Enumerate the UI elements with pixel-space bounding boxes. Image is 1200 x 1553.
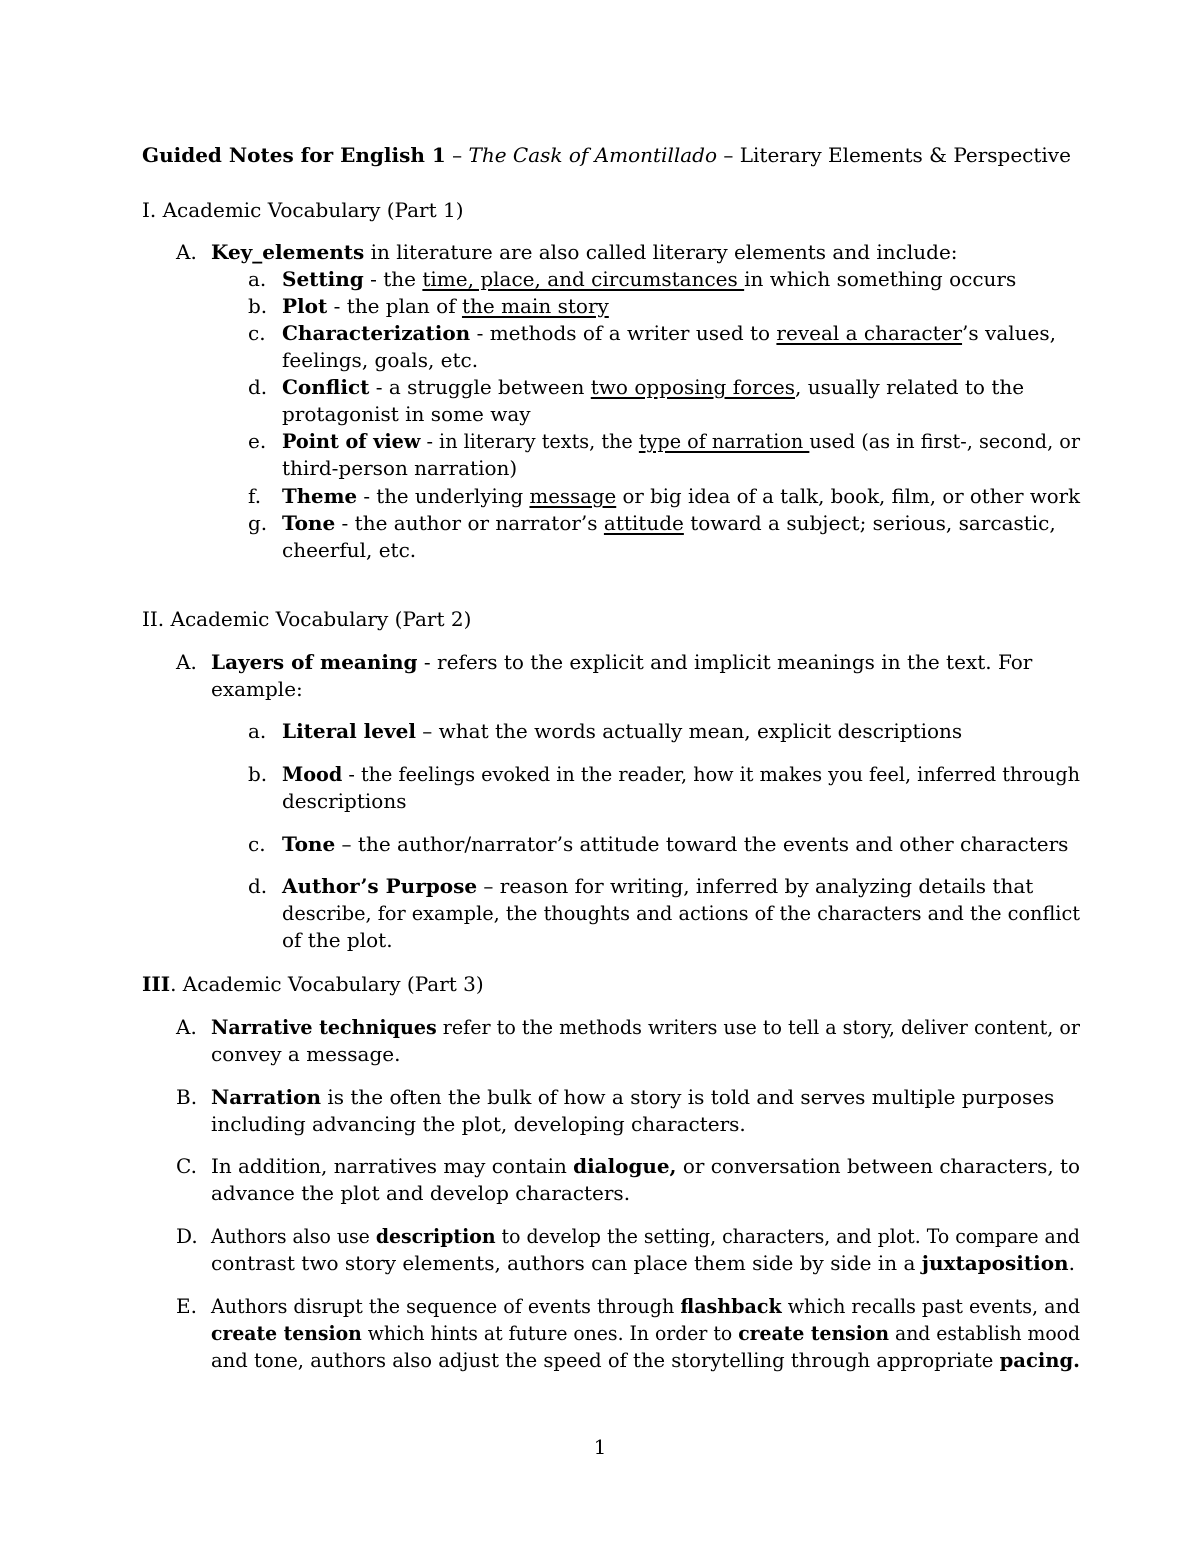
- list-label: B.: [176, 1085, 198, 1109]
- definition: , usually related to the: [795, 375, 1025, 399]
- underlined-text: two opposing forces: [590, 375, 796, 399]
- list-label: A.: [176, 1015, 197, 1039]
- definition: refer to the methods writers use to tell a story, deliver content, or: [436, 1015, 1081, 1039]
- definition: - the plan of: [327, 294, 462, 318]
- list-item-continuation: describe, for example, the thoughts and actions of the characters and the conflict: [282, 901, 1080, 925]
- definition: In addition, narratives may contain: [211, 1154, 574, 1178]
- term: Setting: [282, 267, 364, 291]
- term: Plot: [282, 294, 328, 318]
- list-item-continuation: cheerful, etc.: [282, 538, 417, 562]
- title-bold: Guided Notes for English 1: [142, 143, 446, 167]
- list-item-plot: [282, 293, 609, 320]
- list-item-conflict: [282, 374, 1024, 401]
- list-item-continuation: advance the plot and develop characters.: [211, 1181, 631, 1205]
- term: dialogue,: [573, 1154, 677, 1178]
- definition: to develop the setting, characters, and plot. To compare and: [495, 1224, 1080, 1248]
- list-label: A.: [176, 650, 197, 674]
- title-dash: –: [445, 143, 469, 167]
- definition: and tone, authors also adjust the speed of the storytelling through appropriate: [211, 1348, 1000, 1372]
- list-item-dialogue: [211, 1153, 1080, 1180]
- list-label: a.: [248, 267, 267, 291]
- list-item-flashback: [211, 1293, 1080, 1320]
- title-italic: The Cask of Amontillado: [468, 143, 718, 167]
- definition: - refers to the explicit and implicit meanings in the text. For: [417, 650, 1033, 674]
- list-label: b.: [248, 294, 268, 318]
- list-item-theme: [282, 483, 1080, 510]
- definition: contrast two story elements, authors can place them side by side in a: [211, 1251, 922, 1275]
- term: Author’s Purpose: [282, 874, 478, 898]
- heading-numeral: III: [142, 972, 171, 996]
- list-label: E.: [176, 1294, 197, 1318]
- list-item-continuation: [211, 1250, 1075, 1277]
- term: Layers of meaning: [211, 650, 418, 674]
- term: Tone: [282, 511, 336, 535]
- term: flashback: [680, 1294, 782, 1318]
- definition: in which something occurs: [744, 267, 1017, 291]
- term: Characterization: [282, 321, 471, 345]
- underlined-text: reveal a character: [776, 321, 963, 345]
- section-2-heading: II. Academic Vocabulary (Part 2): [142, 607, 472, 631]
- list-item-key-elements: [211, 239, 958, 266]
- term: Narration: [211, 1085, 321, 1109]
- definition: - a struggle between: [369, 375, 591, 399]
- definition: or big idea of a talk, book, film, or other work: [616, 484, 1081, 508]
- term: Point of view: [282, 429, 421, 453]
- list-label: d.: [248, 375, 268, 399]
- definition: - methods of a writer used to: [470, 321, 777, 345]
- definition: – the author/narrator’s attitude toward the events and other characters: [335, 832, 1069, 856]
- list-label: d.: [248, 874, 268, 898]
- list-item-point-of-view: [282, 428, 1080, 455]
- definition: - the: [363, 267, 423, 291]
- list-label: e.: [248, 429, 267, 453]
- list-item-continuation: protagonist in some way: [282, 402, 531, 426]
- term: Theme: [282, 484, 358, 508]
- list-label: A.: [176, 240, 197, 264]
- list-label: D.: [176, 1224, 198, 1248]
- list-item-continuation: [211, 1347, 1080, 1374]
- underlined-text: attitude: [603, 511, 684, 535]
- list-item-continuation: [211, 1320, 1080, 1347]
- list-item-continuation: third-person narration): [282, 456, 518, 480]
- term: Key_elements: [211, 240, 365, 264]
- list-label: C.: [176, 1154, 197, 1178]
- term: create tension: [738, 1321, 890, 1345]
- list-item-continuation: example:: [211, 677, 303, 701]
- list-item-literal-level: [282, 718, 962, 745]
- list-label: b.: [248, 762, 268, 786]
- definition: or conversation between characters, to: [676, 1154, 1081, 1178]
- page-title: [142, 142, 1071, 169]
- definition: Authors also use: [211, 1224, 376, 1248]
- definition: used (as in first-, second, or: [809, 429, 1081, 453]
- title-rest: Literary Elements & Perspective: [739, 143, 1071, 167]
- term: description: [375, 1224, 496, 1248]
- list-item-tone: [282, 831, 1068, 858]
- page-number: 1: [593, 1435, 607, 1459]
- list-item-continuation: including advancing the plot, developing characters.: [211, 1112, 746, 1136]
- definition: - in literary texts, the: [420, 429, 639, 453]
- term: pacing.: [999, 1348, 1080, 1372]
- title-dash: –: [717, 143, 740, 167]
- term: Conflict: [282, 375, 370, 399]
- definition: ’s values,: [962, 321, 1056, 345]
- list-item-narration: [211, 1084, 1054, 1111]
- list-item-continuation: descriptions: [282, 789, 407, 813]
- list-label: f.: [248, 484, 262, 508]
- underlined-text: the main story: [461, 294, 609, 318]
- list-item-mood: [282, 761, 1080, 788]
- definition: is the often the bulk of how a story is told and serves multiple purposes: [321, 1085, 1055, 1109]
- definition: which hints at future ones. In order to: [361, 1321, 739, 1345]
- definition: and establish mood: [889, 1321, 1081, 1345]
- definition: – what the words actually mean, explicit descriptions: [415, 719, 963, 743]
- term: create tension: [211, 1321, 362, 1345]
- list-label: c.: [248, 832, 266, 856]
- definition: - the feelings evoked in the reader, how it makes you feel, inferred through: [342, 762, 1081, 786]
- underlined-text: time, place, and circumstances: [422, 267, 745, 291]
- list-item-continuation: of the plot.: [282, 928, 393, 952]
- list-label: g.: [248, 511, 268, 535]
- term: juxtaposition: [921, 1251, 1069, 1275]
- definition: – reason for writing, inferred by analyzing details that: [477, 874, 1034, 898]
- list-label: a.: [248, 719, 267, 743]
- list-item-continuation: feelings, goals, etc.: [282, 348, 479, 372]
- definition: which recalls past events, and: [781, 1294, 1081, 1318]
- list-item-characterization: [282, 320, 1056, 347]
- definition: Authors disrupt the sequence of events through: [211, 1294, 681, 1318]
- section-3-heading: [142, 971, 484, 998]
- definition: - the author or narrator’s: [335, 511, 604, 535]
- underlined-text: message: [529, 484, 617, 508]
- definition: in literature are also called literary elements and include:: [364, 240, 958, 264]
- definition: - the underlying: [357, 484, 530, 508]
- list-item-tone: [282, 510, 1056, 537]
- list-item-description: [211, 1223, 1080, 1250]
- list-item-continuation: convey a message.: [211, 1042, 401, 1066]
- list-label: c.: [248, 321, 266, 345]
- heading-text: . Academic Vocabulary (Part 3): [170, 972, 484, 996]
- term: Literal level: [282, 719, 416, 743]
- term: Narrative techniques: [211, 1015, 437, 1039]
- underlined-text: type of narration: [638, 429, 810, 453]
- list-item-narrative-techniques: [211, 1014, 1080, 1041]
- definition: toward a subject; serious, sarcastic,: [683, 511, 1056, 535]
- term: Mood: [282, 762, 343, 786]
- term: Tone: [282, 832, 336, 856]
- list-item-authors-purpose: [282, 873, 1033, 900]
- list-item-setting: [282, 266, 1016, 293]
- list-item-layers-of-meaning: [211, 649, 1032, 676]
- section-1-heading: I. Academic Vocabulary (Part 1): [142, 198, 464, 222]
- definition: .: [1068, 1251, 1075, 1275]
